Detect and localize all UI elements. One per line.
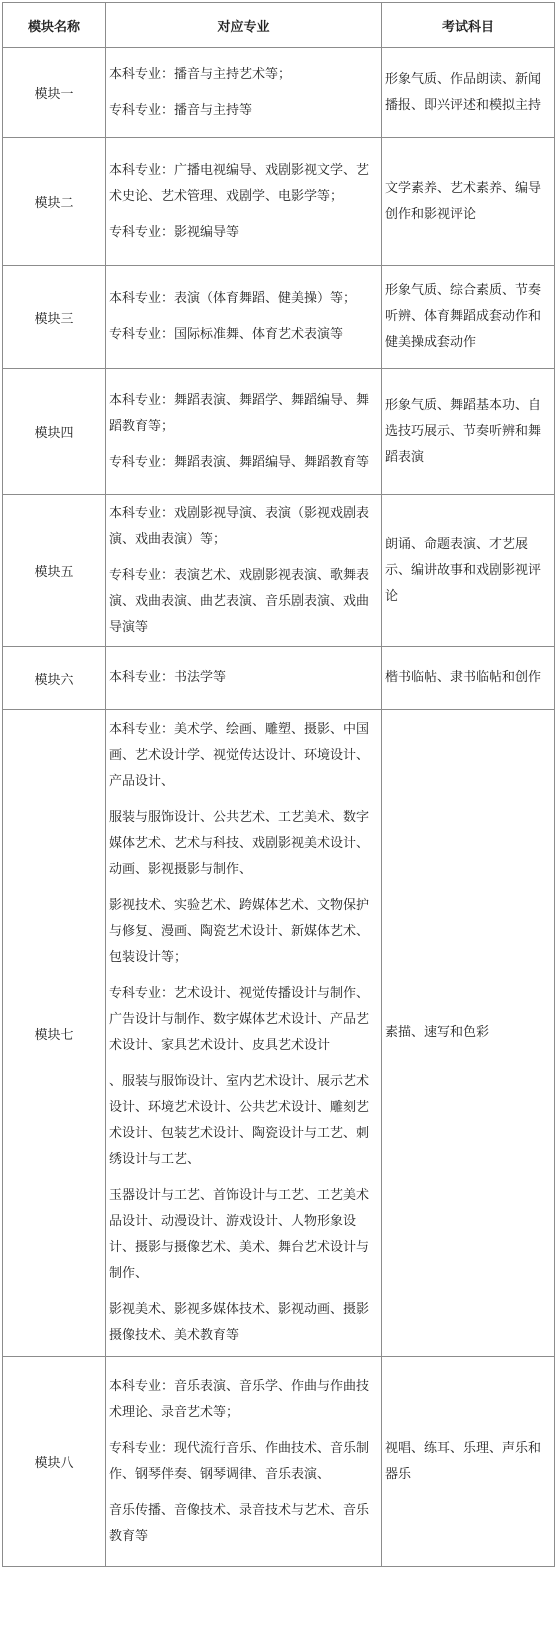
module-name-cell: 模块一 (3, 48, 106, 138)
major-line: 本科专业：舞蹈表演、舞蹈学、舞蹈编导、舞蹈教育等； (109, 392, 370, 434)
table-row (3, 369, 555, 495)
table-row (3, 1357, 555, 1567)
majors-cell (106, 48, 382, 138)
major-line: 专科专业：影视编导等 (109, 224, 240, 240)
module-name-cell: 模块八 (3, 1357, 106, 1567)
subjects-cell: 形象气质、舞蹈基本功、自选技巧展示、节奏听辨和舞蹈表演 (382, 369, 555, 495)
major-line: 专科专业：表演艺术、戏剧影视表演、歌舞表演、戏曲表演、曲艺表演、音乐剧表演、戏曲导演等 (109, 567, 370, 635)
subjects-cell: 素描、速写和色彩 (382, 710, 555, 1357)
subjects-cell: 朗诵、命题表演、才艺展示、编讲故事和戏剧影视评论 (382, 495, 555, 647)
majors-cell (106, 266, 382, 369)
subjects-cell: 形象气质、作品朗读、新闻播报、即兴评述和模拟主持 (382, 48, 555, 138)
major-line: 本科专业：播音与主持艺术等； (109, 66, 292, 82)
table-row (3, 495, 555, 647)
header-subjects: 考试科目 (382, 3, 555, 48)
major-line: 专科专业：舞蹈表演、舞蹈编导、舞蹈教育等 (109, 454, 370, 470)
subjects-cell: 楷书临帖、隶书临帖和创作 (382, 647, 555, 710)
major-line: 本科专业：美术学、绘画、雕塑、摄影、中国画、艺术设计学、视觉传达设计、环境设计、产品设计、 (109, 722, 370, 789)
major-line: 本科专业：书法学等 (109, 670, 227, 685)
module-name-cell: 模块二 (3, 138, 106, 266)
module-name-cell: 模块七 (3, 710, 106, 1357)
subjects-cell: 形象气质、综合素质、节奏听辨、体育舞蹈成套动作和健美操成套动作 (382, 266, 555, 369)
majors-cell (106, 138, 382, 266)
module-name-cell: 模块五 (3, 495, 106, 647)
table-row (3, 266, 555, 369)
module-name-cell: 模块四 (3, 369, 106, 495)
major-line: 本科专业：广播电视编导、戏剧影视文学、艺术史论、艺术管理、戏剧学、电影学等； (109, 162, 370, 204)
exam-module-table (2, 2, 555, 1567)
table-row (3, 647, 555, 710)
major-line: 音乐传播、音像技术、录音技术与艺术、音乐教育等 (109, 1502, 370, 1544)
major-line: 专科专业：艺术设计、视觉传播设计与制作、广告设计与制作、数字媒体艺术设计、产品艺术设计、家具艺术设计、皮具艺术设计 (109, 986, 370, 1053)
major-line: 服装与服饰设计、公共艺术、工艺美术、数字媒体艺术、艺术与科技、戏剧影视美术设计、动画、影视摄影与制作、 (109, 810, 370, 877)
subjects-cell: 视唱、练耳、乐理、声乐和器乐 (382, 1357, 555, 1567)
module-name-cell: 模块六 (3, 647, 106, 710)
major-line: 专科专业：国际标准舞、体育艺术表演等 (109, 327, 344, 342)
majors-cell (106, 495, 382, 647)
table-row (3, 48, 555, 138)
major-line: 本科专业：表演（体育舞蹈、健美操）等； (109, 291, 357, 306)
header-module-name: 模块名称 (3, 3, 106, 48)
majors-cell (106, 1357, 382, 1567)
majors-cell (106, 647, 382, 710)
major-line: 玉器设计与工艺、首饰设计与工艺、工艺美术品设计、动漫设计、游戏设计、人物形象设计、摄影与摄像艺术、美术、舞台艺术设计与制作、 (109, 1188, 370, 1281)
module-name-cell: 模块三 (3, 266, 106, 369)
majors-cell (106, 710, 382, 1357)
majors-cell (106, 369, 382, 495)
major-line: 本科专业：戏剧影视导演、表演（影视戏剧表演、戏曲表演）等； (109, 505, 370, 547)
major-line: 、服装与服饰设计、室内艺术设计、展示艺术设计、环境艺术设计、公共艺术设计、雕刻艺术设计、包装艺术设计、陶瓷设计与工艺、刺绣设计与工艺、 (109, 1074, 370, 1167)
major-line: 专科专业：现代流行音乐、作曲技术、音乐制作、钢琴伴奏、钢琴调律、音乐表演、 (109, 1440, 370, 1482)
table-row (3, 710, 555, 1357)
header-major: 对应专业 (106, 3, 382, 48)
major-line: 本科专业：音乐表演、音乐学、作曲与作曲技术理论、录音艺术等； (109, 1378, 370, 1420)
subjects-cell: 文学素养、艺术素养、编导创作和影视评论 (382, 138, 555, 266)
major-line: 影视技术、实验艺术、跨媒体艺术、文物保护与修复、漫画、陶瓷艺术设计、新媒体艺术、包装设计等； (109, 898, 370, 965)
major-line: 影视美术、影视多媒体技术、影视动画、摄影摄像技术、美术教育等 (109, 1302, 370, 1343)
major-line: 专科专业：播音与主持等 (109, 102, 253, 118)
header-row (3, 3, 555, 48)
table-row (3, 138, 555, 266)
